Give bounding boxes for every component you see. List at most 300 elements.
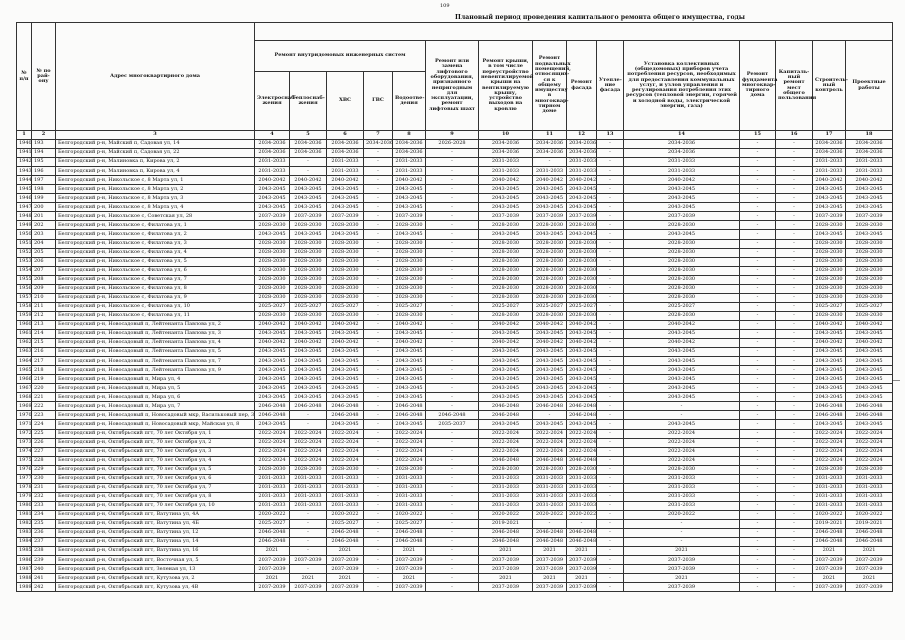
- table-cell: 2043-2045: [393, 230, 426, 239]
- table-cell: 2028-2030: [393, 221, 426, 230]
- column-number: 11: [533, 131, 567, 140]
- column-number: 15: [740, 131, 776, 140]
- table-cell: 2040-2042: [479, 339, 533, 348]
- table-cell: -: [533, 411, 567, 420]
- table-cell: -: [290, 529, 327, 538]
- table-cell: -: [426, 565, 479, 574]
- table-cell: -: [776, 447, 813, 456]
- table-cell: 219: [32, 375, 56, 384]
- table-cell: -: [597, 465, 624, 474]
- table-cell: 2020-2022: [567, 510, 597, 519]
- col-header-9: Ремонт или замена лифтового оборудования, признанного непригодным для эксплуатации, ремонт лифтовых шахт: [426, 41, 479, 131]
- table-cell: 2037-2039: [533, 212, 567, 221]
- table-cell: -: [776, 176, 813, 185]
- table-cell: -: [426, 167, 479, 176]
- table-cell: -: [740, 348, 776, 357]
- table-cell: 2043-2045: [846, 203, 893, 212]
- table-cell: 222: [32, 402, 56, 411]
- table-cell: 2028-2030: [567, 248, 597, 257]
- table-cell: 2046-2048: [327, 529, 364, 538]
- address-cell: Белгородский р-н, Новосадовый п, Мира ул, 5: [56, 384, 255, 393]
- table-cell: -: [426, 275, 479, 284]
- table-cell: 2043-2045: [533, 384, 567, 393]
- table-cell: 2022-2024: [290, 438, 327, 447]
- address-cell: Белгородский р-н, Никольское с, Филатова ул, 2: [56, 230, 255, 239]
- table-cell: -: [426, 375, 479, 384]
- table-cell: -: [597, 375, 624, 384]
- table-cell: -: [776, 574, 813, 583]
- table-cell: 2028-2030: [479, 465, 533, 474]
- column-number-row: [17, 131, 893, 140]
- table-cell: 2028-2030: [327, 248, 364, 257]
- table-row: [17, 185, 893, 194]
- table-cell: 2040-2042: [533, 339, 567, 348]
- table-cell: -: [740, 420, 776, 429]
- table-cell: 1978: [17, 483, 32, 492]
- table-cell: 2043-2045: [290, 348, 327, 357]
- table-cell: -: [776, 474, 813, 483]
- table-cell: 1941: [17, 149, 32, 158]
- table-cell: 2028-2030: [255, 239, 290, 248]
- table-cell: -: [740, 320, 776, 329]
- table-cell: 1985: [17, 547, 32, 556]
- table-cell: -: [426, 284, 479, 293]
- table-cell: 2031-2033: [624, 501, 740, 510]
- table-cell: -: [364, 176, 393, 185]
- table-cell: 2031-2033: [846, 474, 893, 483]
- table-cell: -: [426, 302, 479, 311]
- table-cell: 2043-2045: [327, 194, 364, 203]
- table-cell: 197: [32, 176, 56, 185]
- table-cell: 2043-2045: [846, 366, 893, 375]
- table-row: [17, 483, 893, 492]
- table-cell: 2028-2030: [479, 284, 533, 293]
- table-row: [17, 565, 893, 574]
- table-cell: -: [290, 510, 327, 519]
- table-cell: 2043-2045: [533, 357, 567, 366]
- repair-schedule-table: [16, 22, 893, 592]
- column-number: 3: [56, 131, 255, 140]
- table-cell: 230: [32, 474, 56, 483]
- table-cell: 2034-2036: [255, 140, 290, 149]
- table-row: [17, 529, 893, 538]
- table-cell: -: [776, 230, 813, 239]
- table-cell: -: [740, 465, 776, 474]
- address-cell: Белгородский р-н, Никольское с, Филатова ул, 5: [56, 257, 255, 266]
- address-cell: Белгородский р-н, Новосадовый п, Мира ул, 6: [56, 393, 255, 402]
- table-cell: -: [597, 393, 624, 402]
- table-cell: 2028-2030: [290, 293, 327, 302]
- table-cell: -: [364, 357, 393, 366]
- table-cell: 2043-2045: [624, 329, 740, 338]
- table-cell: 2043-2045: [846, 185, 893, 194]
- table-cell: 1963: [17, 348, 32, 357]
- table-cell: 1974: [17, 447, 32, 456]
- table-cell: 2020-2022: [533, 510, 567, 519]
- table-cell: 2028-2030: [846, 275, 893, 284]
- table-cell: 2028-2030: [290, 257, 327, 266]
- table-cell: 2021: [846, 547, 893, 556]
- table-cell: 2022-2024: [567, 429, 597, 438]
- table-cell: 2028-2030: [327, 275, 364, 284]
- table-cell: -: [597, 212, 624, 221]
- table-cell: 1960: [17, 320, 32, 329]
- table-cell: 2031-2033: [846, 167, 893, 176]
- address-cell: Белгородский р-н, Новосадовый п, Лейтенанта Павлова ул, 7: [56, 357, 255, 366]
- table-cell: 1957: [17, 293, 32, 302]
- table-cell: -: [426, 547, 479, 556]
- table-cell: -: [776, 538, 813, 547]
- table-cell: -: [776, 239, 813, 248]
- table-cell: 2021: [813, 547, 846, 556]
- table-cell: 2034-2036: [364, 140, 393, 149]
- table-cell: 2043-2045: [567, 329, 597, 338]
- address-cell: Белгородский р-н, Новосадовый п, Лейтенанта Павлова ул, 2: [56, 320, 255, 329]
- table-cell: 237: [32, 538, 56, 547]
- table-cell: -: [533, 519, 567, 528]
- table-cell: 2028-2030: [255, 275, 290, 284]
- table-cell: 2031-2033: [479, 483, 533, 492]
- table-cell: -: [364, 519, 393, 528]
- table-cell: 2022-2024: [255, 447, 290, 456]
- table-cell: -: [597, 158, 624, 167]
- table-cell: 2022-2024: [846, 429, 893, 438]
- address-cell: Белгородский р-н, Никольское с, Филатова ул, 7: [56, 275, 255, 284]
- col-header-2: Адрес многоквартирного дома: [56, 23, 255, 131]
- table-cell: -: [740, 492, 776, 501]
- table-cell: 1988: [17, 574, 32, 583]
- table-cell: 2028-2030: [393, 239, 426, 248]
- table-cell: 2043-2045: [393, 185, 426, 194]
- table-cell: 2028-2030: [479, 275, 533, 284]
- table-cell: 2031-2033: [393, 483, 426, 492]
- table-cell: 2022-2024: [479, 438, 533, 447]
- table-cell: -: [426, 492, 479, 501]
- table-cell: 2031-2033: [290, 483, 327, 492]
- table-cell: 232: [32, 492, 56, 501]
- table-cell: 2043-2045: [567, 366, 597, 375]
- table-cell: 2028-2030: [624, 311, 740, 320]
- table-cell: 2022-2024: [624, 456, 740, 465]
- table-cell: 1940: [17, 140, 32, 149]
- table-cell: 2040-2042: [813, 176, 846, 185]
- table-cell: 200: [32, 203, 56, 212]
- table-cell: 2043-2045: [255, 420, 290, 429]
- table-cell: 210: [32, 293, 56, 302]
- table-cell: 2040-2042: [393, 339, 426, 348]
- table-cell: 2031-2033: [813, 483, 846, 492]
- table-cell: 1946: [17, 194, 32, 203]
- address-cell: Белгородский р-н, Октябрьский пгт, Ватутина ул, 16: [56, 547, 255, 556]
- table-cell: -: [597, 194, 624, 203]
- table-cell: 2028-2030: [533, 221, 567, 230]
- table-cell: 2040-2042: [567, 339, 597, 348]
- table-cell: 2037-2039: [846, 583, 893, 592]
- table-cell: 2028-2030: [624, 465, 740, 474]
- table-cell: -: [740, 212, 776, 221]
- table-cell: 2028-2030: [255, 284, 290, 293]
- table-cell: -: [740, 529, 776, 538]
- table-cell: -: [597, 248, 624, 257]
- table-cell: 2043-2045: [813, 393, 846, 402]
- table-cell: 1949: [17, 221, 32, 230]
- table-cell: 1964: [17, 357, 32, 366]
- table-cell: -: [426, 339, 479, 348]
- table-cell: 2034-2036: [290, 140, 327, 149]
- table-cell: -: [364, 230, 393, 239]
- table-cell: 2028-2030: [290, 465, 327, 474]
- table-cell: 2028-2030: [327, 257, 364, 266]
- table-cell: -: [426, 311, 479, 320]
- table-cell: 217: [32, 357, 56, 366]
- col-header-10: Ремонт крыши, в том числе переустройство невентилируемой крыши на вентилируемую крышу, устройство выходов на кровлю: [479, 41, 533, 131]
- table-cell: -: [597, 366, 624, 375]
- table-cell: 2022-2024: [290, 456, 327, 465]
- table-cell: -: [597, 574, 624, 583]
- table-cell: 2043-2045: [327, 375, 364, 384]
- table-cell: 2028-2030: [813, 221, 846, 230]
- table-cell: 2028-2030: [567, 266, 597, 275]
- table-row: [17, 429, 893, 438]
- table-cell: -: [740, 583, 776, 592]
- table-cell: -: [364, 465, 393, 474]
- column-number: 6: [327, 131, 364, 140]
- table-cell: 2021: [479, 547, 533, 556]
- table-cell: 2028-2030: [846, 239, 893, 248]
- table-cell: 2043-2045: [393, 366, 426, 375]
- table-cell: 2022-2024: [290, 447, 327, 456]
- table-cell: 2022-2024: [533, 438, 567, 447]
- table-cell: 2020-2022: [813, 510, 846, 519]
- table-row: [17, 465, 893, 474]
- table-cell: 2043-2045: [290, 329, 327, 338]
- table-cell: 225: [32, 429, 56, 438]
- table-cell: 2043-2045: [255, 366, 290, 375]
- table-cell: 2043-2045: [846, 194, 893, 203]
- table-cell: 2043-2045: [255, 348, 290, 357]
- table-cell: -: [597, 438, 624, 447]
- table-cell: 2028-2030: [255, 465, 290, 474]
- table-cell: 2046-2048: [327, 411, 364, 420]
- table-cell: -: [597, 447, 624, 456]
- address-cell: Белгородский р-н, Октябрьский пгт, 70 лет Октября ул, 1: [56, 429, 255, 438]
- table-cell: 2021: [479, 574, 533, 583]
- table-cell: 2043-2045: [393, 393, 426, 402]
- table-cell: 1953: [17, 257, 32, 266]
- table-cell: -: [426, 230, 479, 239]
- table-cell: 2031-2033: [624, 492, 740, 501]
- table-cell: 2046-2048: [567, 529, 597, 538]
- table-cell: 2028-2030: [393, 465, 426, 474]
- table-cell: 2046-2048: [846, 538, 893, 547]
- table-cell: 193: [32, 140, 56, 149]
- table-cell: 2031-2033: [327, 483, 364, 492]
- table-cell: 2028-2030: [479, 266, 533, 275]
- table-cell: 2028-2030: [567, 311, 597, 320]
- table-cell: 2028-2030: [813, 275, 846, 284]
- table-cell: 2040-2042: [813, 339, 846, 348]
- table-cell: -: [426, 203, 479, 212]
- table-cell: -: [533, 158, 567, 167]
- table-cell: 2021: [255, 574, 290, 583]
- table-cell: 2031-2033: [567, 501, 597, 510]
- table-cell: -: [597, 556, 624, 565]
- table-cell: 1956: [17, 284, 32, 293]
- table-cell: 2034-2036: [624, 140, 740, 149]
- table-cell: -: [364, 239, 393, 248]
- table-cell: 2025-2027: [393, 519, 426, 528]
- table-cell: 2028-2030: [479, 293, 533, 302]
- table-cell: 2046-2048: [813, 402, 846, 411]
- table-cell: 2028-2030: [533, 266, 567, 275]
- table-cell: 2043-2045: [479, 203, 533, 212]
- table-cell: 2028-2030: [393, 257, 426, 266]
- table-row: [17, 311, 893, 320]
- table-cell: 228: [32, 456, 56, 465]
- table-cell: 2022-2024: [624, 438, 740, 447]
- table-cell: 1983: [17, 529, 32, 538]
- table-cell: -: [364, 447, 393, 456]
- col-header-8: Водоотве-дения: [393, 72, 426, 131]
- table-cell: 2021: [846, 574, 893, 583]
- table-cell: 2028-2030: [813, 248, 846, 257]
- table-cell: 2022-2024: [813, 438, 846, 447]
- table-cell: -: [597, 257, 624, 266]
- col-header-11: Ремонт подвальных помещений, относящих-ся к общему имуществу в многоквар-тирном доме: [533, 41, 567, 131]
- table-cell: -: [597, 311, 624, 320]
- table-cell: -: [740, 429, 776, 438]
- table-cell: -: [740, 239, 776, 248]
- table-cell: 242: [32, 583, 56, 592]
- column-number: 14: [624, 131, 740, 140]
- table-cell: 2031-2033: [813, 474, 846, 483]
- table-cell: -: [740, 384, 776, 393]
- table-cell: 2031-2033: [479, 158, 533, 167]
- table-cell: -: [426, 465, 479, 474]
- table-row: [17, 239, 893, 248]
- table-cell: 2043-2045: [624, 420, 740, 429]
- table-cell: -: [364, 194, 393, 203]
- table-row: [17, 519, 893, 528]
- table-cell: 2037-2039: [290, 583, 327, 592]
- table-cell: -: [426, 438, 479, 447]
- table-cell: 2028-2030: [290, 266, 327, 275]
- table-cell: 2037-2039: [567, 583, 597, 592]
- table-cell: 201: [32, 212, 56, 221]
- table-cell: 239: [32, 556, 56, 565]
- table-cell: -: [740, 302, 776, 311]
- table-cell: 2040-2042: [567, 176, 597, 185]
- table-cell: -: [740, 538, 776, 547]
- table-cell: 2028-2030: [290, 284, 327, 293]
- table-cell: 1989: [17, 583, 32, 592]
- table-cell: -: [597, 547, 624, 556]
- table-cell: 2028-2030: [533, 311, 567, 320]
- table-cell: 2046-2048: [479, 411, 533, 420]
- table-cell: -: [740, 275, 776, 284]
- table-cell: -: [364, 293, 393, 302]
- table-cell: 2043-2045: [813, 357, 846, 366]
- table-cell: 2034-2036: [624, 149, 740, 158]
- table-cell: -: [364, 275, 393, 284]
- table-cell: 2040-2042: [290, 176, 327, 185]
- table-cell: -: [776, 140, 813, 149]
- table-cell: 2037-2039: [327, 565, 364, 574]
- table-cell: 2022-2024: [624, 447, 740, 456]
- table-cell: 1986: [17, 556, 32, 565]
- table-cell: -: [364, 348, 393, 357]
- table-cell: -: [597, 239, 624, 248]
- table-cell: 2031-2033: [624, 167, 740, 176]
- table-cell: 2040-2042: [533, 320, 567, 329]
- table-cell: 2022-2024: [393, 447, 426, 456]
- column-number: 1: [17, 131, 32, 140]
- table-cell: 2031-2033: [533, 167, 567, 176]
- table-cell: 1973: [17, 438, 32, 447]
- table-cell: 2022-2024: [479, 447, 533, 456]
- table-cell: 2028-2030: [479, 257, 533, 266]
- table-cell: 2028-2030: [479, 248, 533, 257]
- table-cell: 2043-2045: [255, 357, 290, 366]
- table-cell: 2021: [393, 574, 426, 583]
- table-cell: 2043-2045: [846, 375, 893, 384]
- table-cell: -: [740, 158, 776, 167]
- table-cell: -: [776, 556, 813, 565]
- table-cell: 2046-2048: [813, 411, 846, 420]
- table-row: [17, 293, 893, 302]
- table-cell: -: [740, 257, 776, 266]
- table-cell: 236: [32, 529, 56, 538]
- table-cell: 2043-2045: [393, 348, 426, 357]
- table-cell: -: [776, 366, 813, 375]
- table-cell: 2021: [255, 547, 290, 556]
- table-cell: -: [597, 348, 624, 357]
- table-cell: 2028-2030: [813, 465, 846, 474]
- table-cell: 203: [32, 230, 56, 239]
- table-cell: -: [776, 393, 813, 402]
- table-cell: 2034-2036: [567, 149, 597, 158]
- table-cell: 2028-2030: [393, 311, 426, 320]
- table-cell: 2046-2048: [255, 538, 290, 547]
- table-cell: 2043-2045: [567, 375, 597, 384]
- table-cell: -: [426, 194, 479, 203]
- table-cell: 2028-2030: [624, 284, 740, 293]
- table-cell: 1947: [17, 203, 32, 212]
- table-cell: 2021: [327, 547, 364, 556]
- table-cell: -: [426, 329, 479, 338]
- table-cell: 2043-2045: [567, 393, 597, 402]
- table-cell: -: [567, 519, 597, 528]
- table-cell: -: [740, 375, 776, 384]
- address-cell: Белгородский р-н, Никольское с, Филатова ул, 10: [56, 302, 255, 311]
- table-cell: 2028-2030: [290, 311, 327, 320]
- table-cell: -: [290, 420, 327, 429]
- table-cell: -: [776, 583, 813, 592]
- table-cell: 208: [32, 275, 56, 284]
- table-cell: 2037-2039: [479, 583, 533, 592]
- table-cell: 233: [32, 501, 56, 510]
- table-cell: 2028-2030: [624, 293, 740, 302]
- table-cell: 2025-2027: [393, 302, 426, 311]
- table-cell: 1943: [17, 167, 32, 176]
- table-cell: 2028-2030: [624, 275, 740, 284]
- table-row: [17, 357, 893, 366]
- table-cell: 2046-2048: [479, 456, 533, 465]
- table-row: [17, 302, 893, 311]
- table-cell: 2043-2045: [327, 185, 364, 194]
- table-cell: 2028-2030: [567, 275, 597, 284]
- address-cell: Белгородский р-н, Октябрьский пгт, 70 лет Октября ул, 10: [56, 501, 255, 510]
